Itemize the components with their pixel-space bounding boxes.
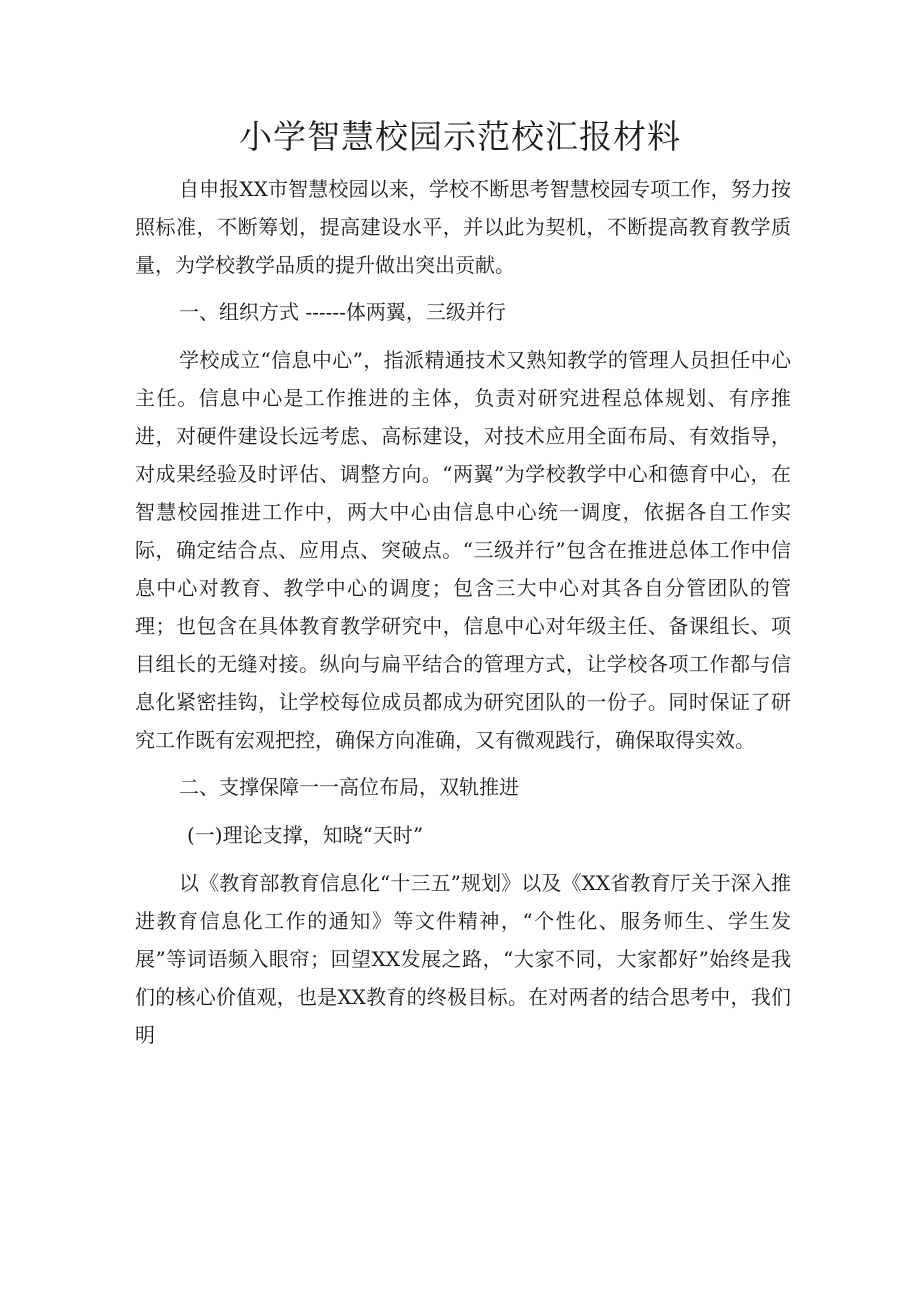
document-title: 小学智慧校园示范校汇报材料 — [239, 117, 681, 156]
document-body — [135, 170, 791, 1054]
intro-paragraph: 自申报XX市智慧校园以来，学校不断思考智慧校园专项工作，努力按照标准，不断筹划，提高建设水平，并以此为契机，不断提高教育教学质量，为学校教学品质的提升做出突出贡献。 — [135, 177, 791, 277]
organization-paragraph: 学校成立“信息中心”，指派精通技术又熟知教学的管理人员担任中心主任。信息中心是工作推进的主体，负责对研究进程总体规划、有序推进，对硬件建设长远考虑、高标建设，对技术应用全面布局、有效指导，对成果经验及时评估、调整方向。“两翼”为学校教学中心和德育中心，在智慧校园推进工作中，两大中心由信息中心统一调度，依据各自工作实际，确定结合点、应用点、突破点。“三级并行”包含在推进总体工作中信息中心对教育、教学中心的调度；包含三大中心对其各自分管团队的管理；也包含在具体教育教学研究中，信息中心对年级主任、备课组长、项目组长的无缝对接。纵向与扁平结合的管理方式，让学校各项工作都与信息化紧密挂钩，让学校每位成员都成为研究团队的一份子。同时保证了研究工作既有宏观把控，确保方向准确，又有微观践行，确保取得实效。 — [135, 348, 791, 752]
theory-paragraph: 以《教育部教育信息化“十三五”规划》以及《XX省教育厅关于深入推进教育信息化工作的通知》等文件精神，“个性化、服务师生、学生发展”等词语频入眼帘；回望XX发展之路，“大家不同，大家都好”始终是我们的核心价值观，也是XX教育的终极目标。在对两者的结合思考中，我们明 — [135, 871, 791, 1047]
section-heading-2: 二、支撑保障一一高位布局，双轨推进 — [179, 775, 519, 799]
subsection-heading-1: (一)理论支撑，知晓“天时” — [187, 823, 424, 847]
section-heading-1: 一、组织方式 ------体两翼，三级并行 — [179, 300, 506, 324]
